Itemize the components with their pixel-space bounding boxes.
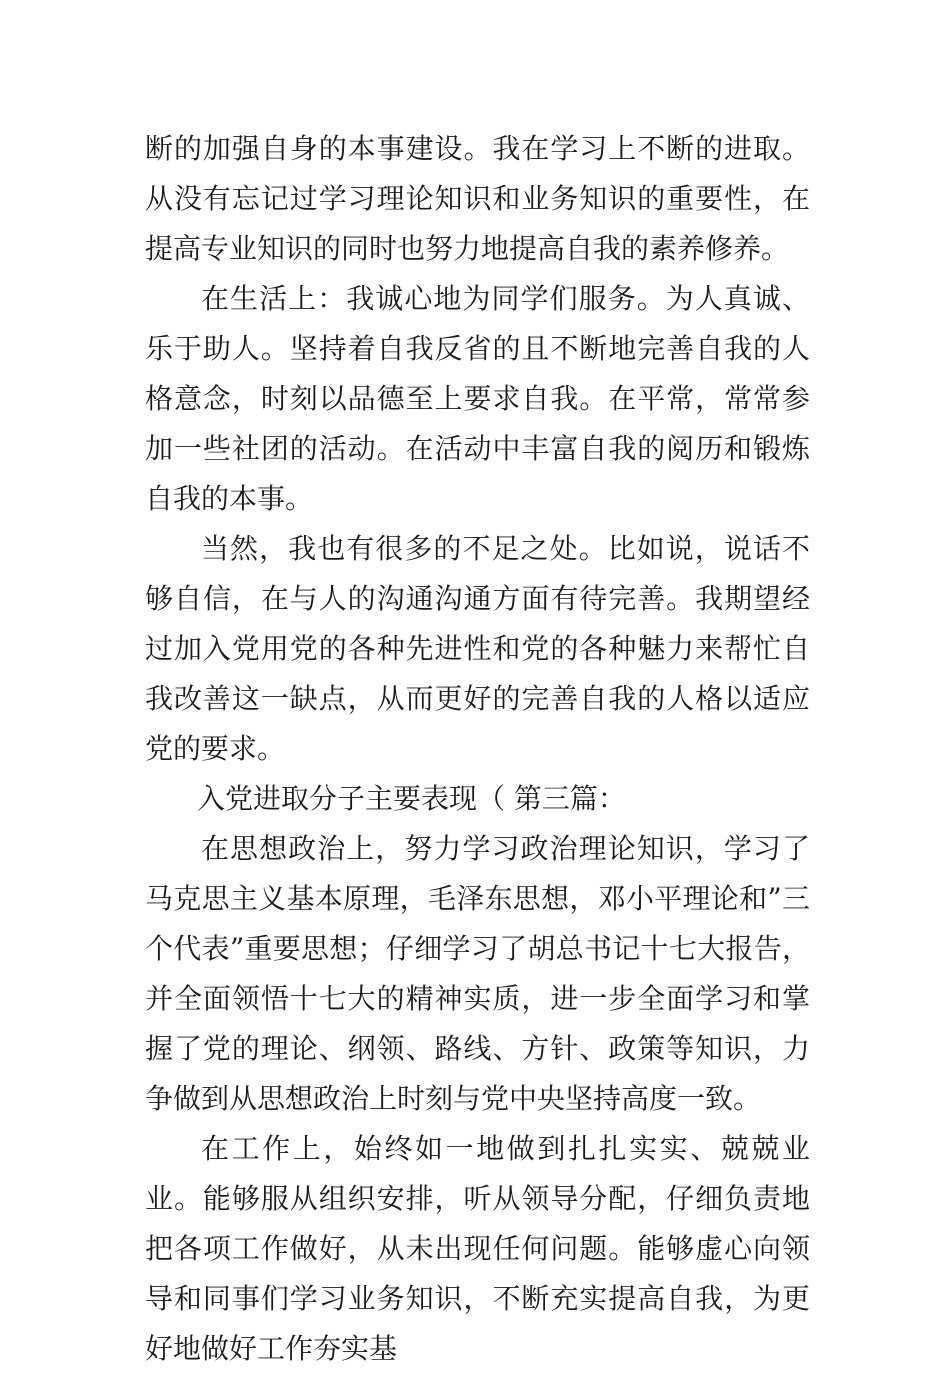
section-heading: 入党进取分子主要表现（ 第三篇： [197,782,626,815]
document-page [145,124,810,1374]
paragraph-continued: 断的加强自身的本事建设。我在学习上不断的进取。从没有忘记过学习理论知识和业务知识的重要性，在提高专业知识的同时也努力地提高自我的素养修养。 [145,132,810,265]
paragraph-work: 在工作上，始终如一地做到扎扎实实、兢兢业业。能够服从组织安排，听从领导分配，仔细负责地把各项工作做好，从未出现任何问题。能够虚心向领导和同事们学习业务知识，不断充实提高自我，为更好地做好工作夯实基 [145,1132,810,1365]
paragraph-politics: 在思想政治上，努力学习政治理论知识，学习了马克思主义基本原理，毛泽东思想，邓小平理论和”三个代表”重要思想；仔细学习了胡总书记十七大报告，并全面领悟十七大的精神实质，进一步全面学习和掌握了党的理论、纲领、路线、方针、政策等知识，力争做到从思想政治上时刻与党中央坚持高度一致。 [145,832,810,1115]
paragraph-life: 在生活上：我诚心地为同学们服务。为人真诚、乐于助人。坚持着自我反省的且不断地完善自我的人格意念，时刻以品德至上要求自我。在平常，常常参加一些社团的活动。在活动中丰富自我的阅历和锻炼自我的本事。 [145,282,810,515]
paragraph-shortcomings: 当然，我也有很多的不足之处。比如说，说话不够自信，在与人的沟通沟通方面有待完善。我期望经过加入党用党的各种先进性和党的各种魅力来帮忙自我改善这一缺点，从而更好的完善自我的人格以适应党的要求。 [145,532,810,765]
